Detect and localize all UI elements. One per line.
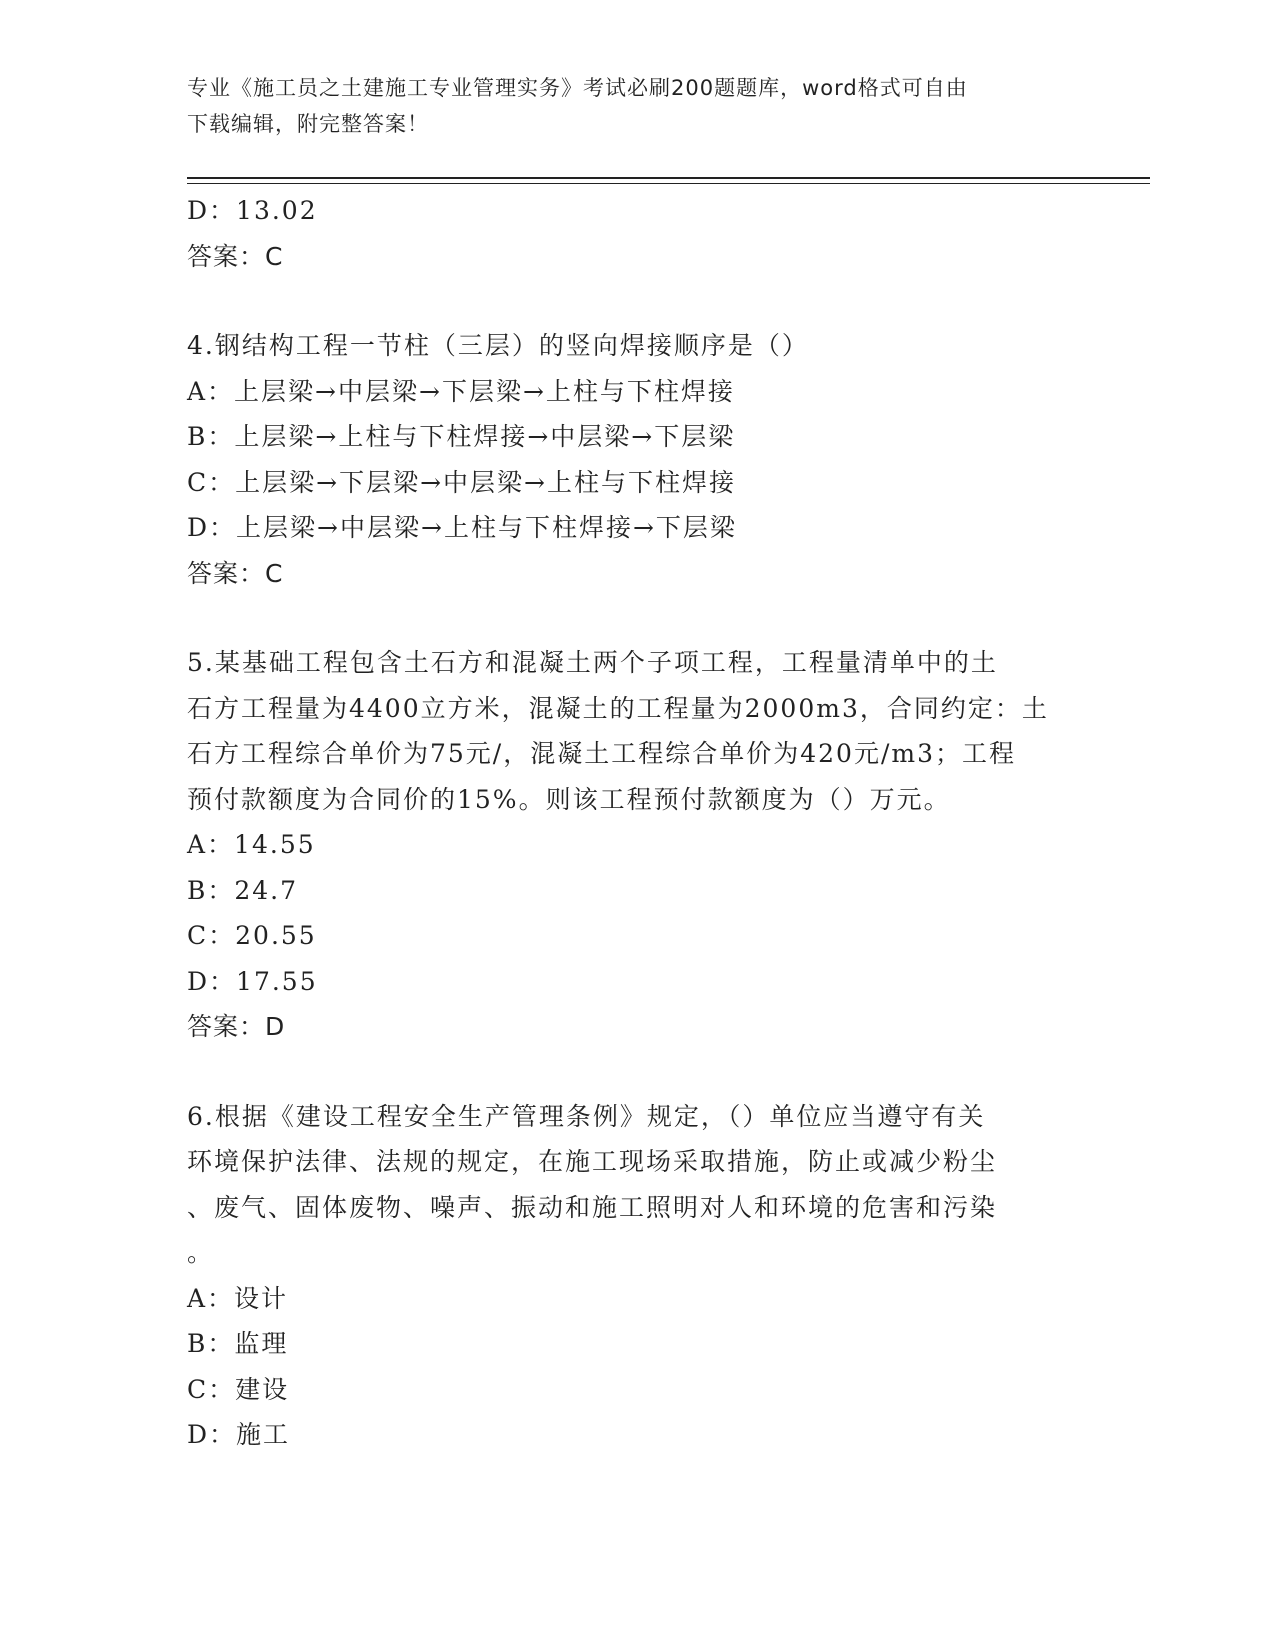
question-stem-line: 石方工程量为4400立方米，混凝土的工程量为2000m3，合同约定：土 — [187, 693, 1049, 723]
option-a: A：上层梁→中层梁→下层梁→上柱与下柱焊接 — [187, 376, 735, 406]
option-c: C：建设 — [187, 1374, 290, 1404]
option-d: D：施工 — [187, 1420, 291, 1449]
answer-line: 答案：D — [187, 1012, 286, 1041]
option-d: D：13.02 — [187, 196, 318, 225]
answer-line: 答案：C — [187, 558, 284, 588]
option-b: B：上层梁→上柱与下柱焊接→中层梁→下层梁 — [187, 422, 736, 451]
page-header — [187, 70, 1067, 142]
header-divider-thick — [187, 177, 1150, 179]
question-stem-line: 预付款额度为合同价的15%。则该工程预付款额度为（）万元。 — [187, 784, 951, 814]
question-6 — [187, 1094, 1087, 1458]
question-stem-line: 环境保护法律、法规的规定，在施工现场采取措施，防止或减少粉尘 — [187, 1147, 998, 1176]
option-c: C：20.55 — [187, 921, 317, 950]
question-5 — [187, 640, 1087, 1050]
option-a: A：14.55 — [187, 830, 316, 859]
question-stem-line: 。 — [187, 1238, 215, 1267]
question-stem-line: 5.某基础工程包含土石方和混凝土两个子项工程，工程量清单中的土 — [187, 648, 998, 677]
question-4 — [187, 323, 1087, 596]
option-b: B：24.7 — [187, 875, 299, 905]
header-line-2: 下载编辑，附完整答案！ — [187, 112, 429, 136]
prev-question-tail — [187, 188, 1087, 279]
answer-line: 答案：C — [187, 241, 284, 271]
question-stem-line: 、废气、固体废物、噪声、振动和施工照明对人和环境的危害和污染 — [187, 1192, 998, 1222]
header-divider-thin — [187, 183, 1150, 184]
question-stem: 4.钢结构工程一节柱（三层）的竖向焊接顺序是（） — [187, 331, 809, 360]
question-list — [187, 188, 1087, 1458]
option-d: D：上层梁→中层梁→上柱与下柱焊接→下层梁 — [187, 513, 737, 542]
option-d: D：17.55 — [187, 966, 318, 996]
option-b: B：监理 — [187, 1329, 289, 1358]
option-c: C：上层梁→下层梁→中层梁→上柱与下柱焊接 — [187, 467, 736, 497]
header-line-1: 专业《施工员之土建施工专业管理实务》考试必刷200题题库，word格式可自由 — [187, 76, 968, 100]
option-a: A：设计 — [187, 1283, 289, 1313]
question-stem-line: 6.根据《建设工程安全生产管理条例》规定，（）单位应当遵守有关 — [187, 1101, 986, 1131]
question-stem-line: 石方工程综合单价为75元/，混凝土工程综合单价为420元/m3；工程 — [187, 739, 1016, 768]
